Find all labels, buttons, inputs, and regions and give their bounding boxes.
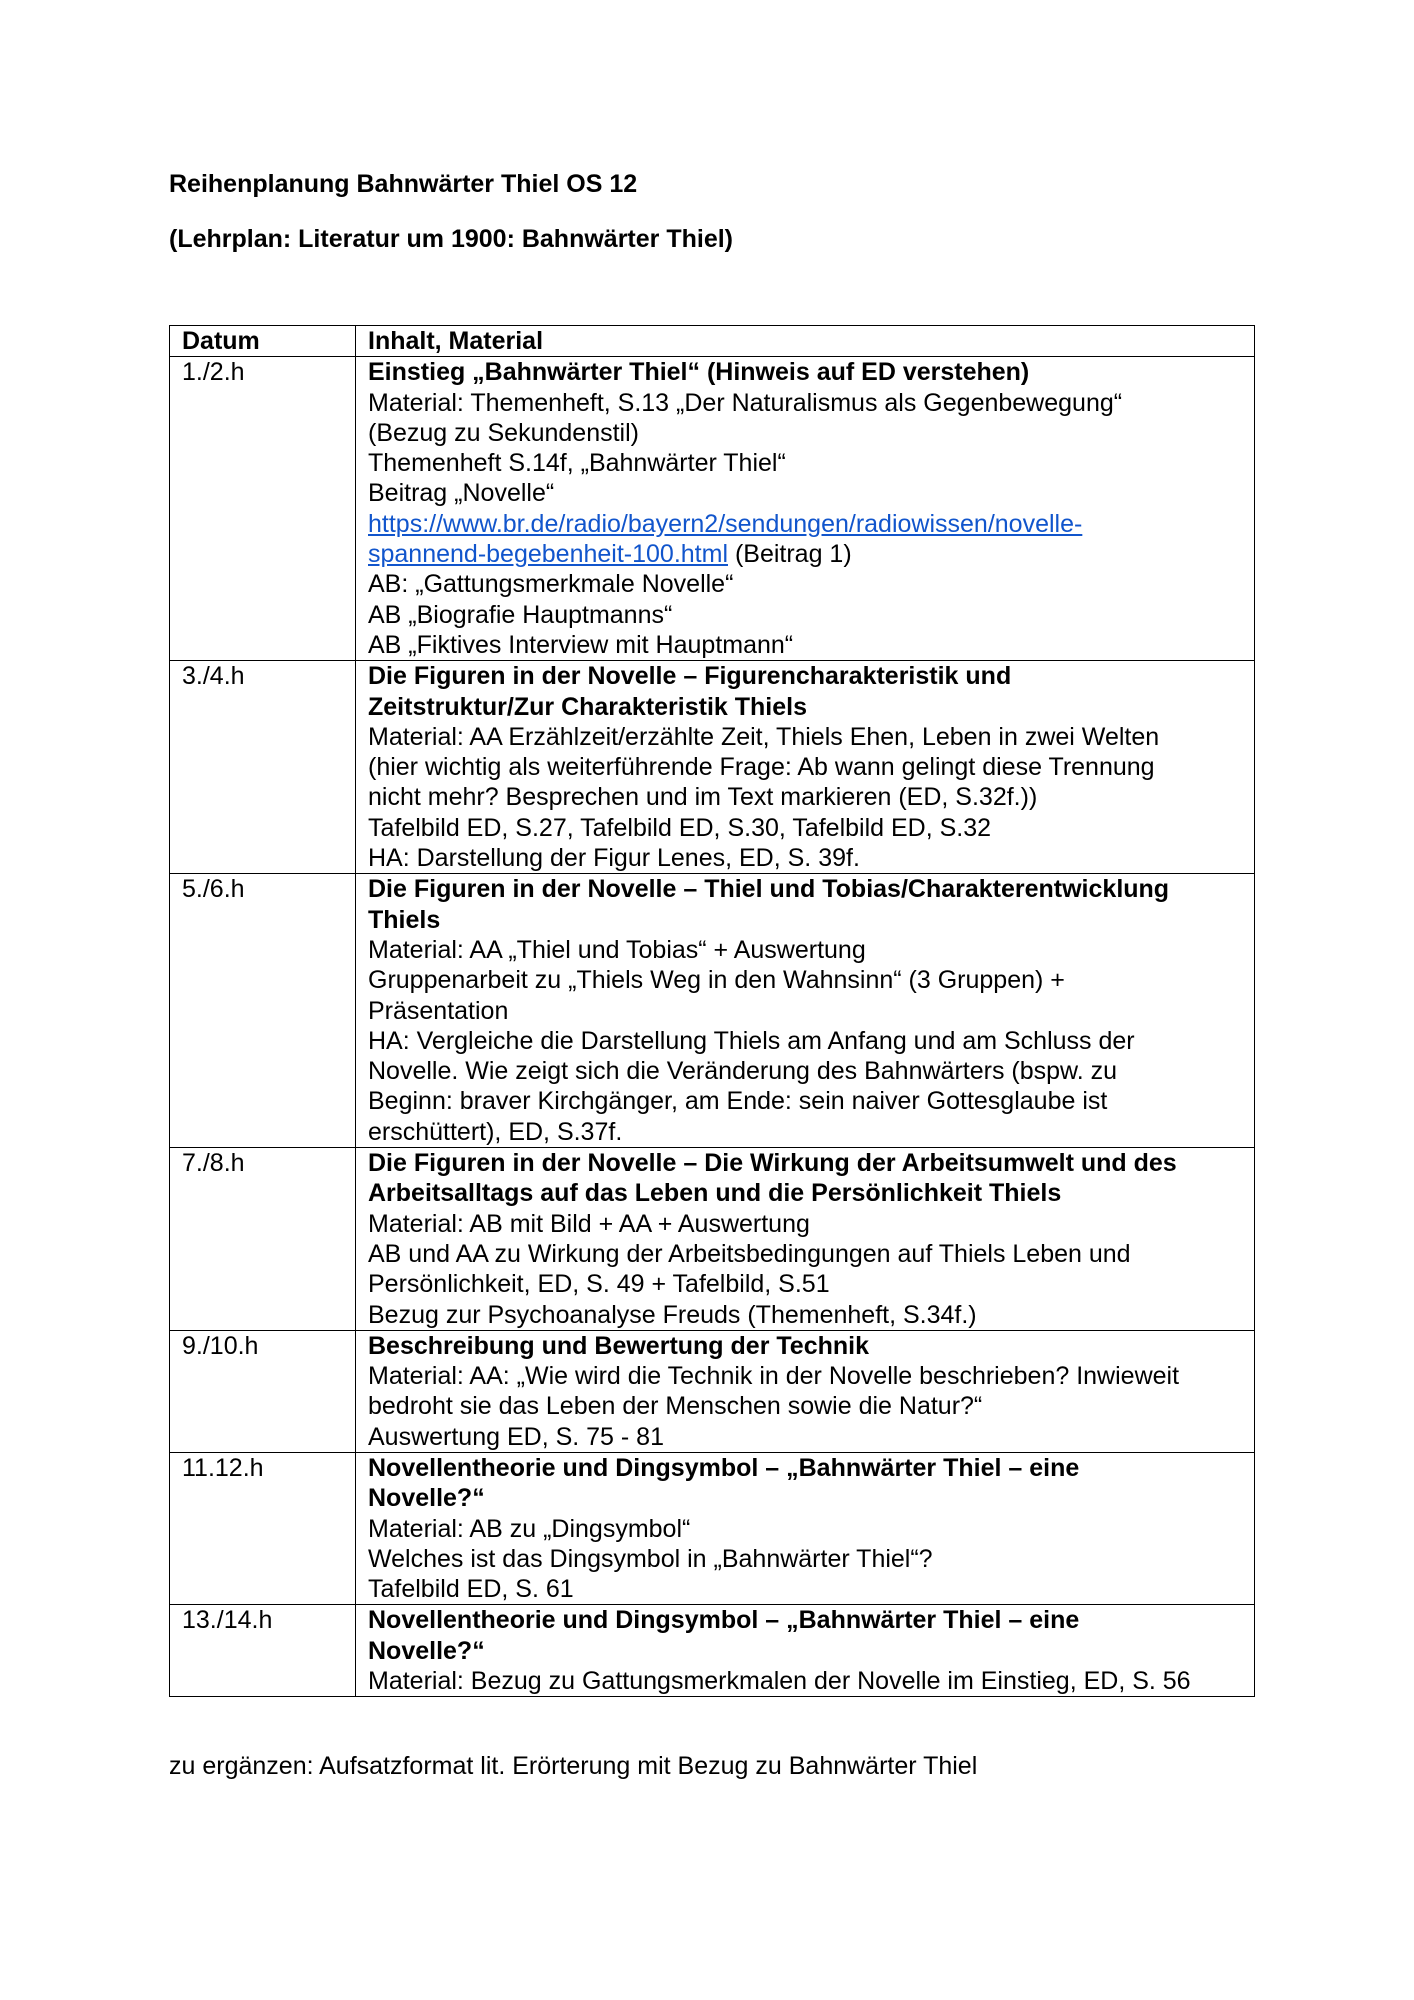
content-line: Welches ist das Dingsymbol in „Bahnwärter Thiel“? <box>368 1544 933 1573</box>
content-line: Novelle. Wie zeigt sich die Veränderung des Bahnwärters (bspw. zu <box>368 1057 1117 1086</box>
row-topic: Novellentheorie und Dingsymbol – „Bahnwärter Thiel – eine <box>368 1453 1080 1482</box>
row-topic: Die Figuren in der Novelle – Figurencharakteristik und <box>368 662 1012 691</box>
row-content <box>356 357 1255 661</box>
content-line: Material: Themenheft, S.13 „Der Naturalismus als Gegenbewegung“ <box>368 388 1123 417</box>
content-line: Persönlichkeit, ED, S. 49 + Tafelbild, S.51 <box>368 1270 830 1299</box>
content-line: Bezug zur Psychoanalyse Freuds (Themenheft, S.34f.) <box>368 1300 977 1329</box>
document-title: Reihenplanung Bahnwärter Thiel OS 12 <box>169 170 638 198</box>
content-line <box>368 539 1254 569</box>
content-line: bedroht sie das Leben der Menschen sowie die Natur?“ <box>368 1392 983 1421</box>
content-line: AB: „Gattungsmerkmale Novelle“ <box>368 570 734 599</box>
content-line: Material: Bezug zu Gattungsmerkmalen der Novelle im Einstieg, ED, S. 56 <box>368 1667 1191 1696</box>
radiowissen-link-part-1[interactable]: https://www.br.de/radio/bayern2/sendungen/radiowissen/novelle- <box>368 509 1083 538</box>
row-topic: Novellentheorie und Dingsymbol – „Bahnwärter Thiel – eine <box>368 1606 1080 1635</box>
link-suffix: (Beitrag 1) <box>728 540 852 569</box>
row-topic: Die Figuren in der Novelle – Die Wirkung der Arbeitsumwelt und des <box>368 1149 1177 1178</box>
header-inhalt-material: Inhalt, Material <box>356 326 1255 357</box>
table-row <box>170 874 1255 1148</box>
content-line: Material: AB zu „Dingsymbol“ <box>368 1514 691 1543</box>
content-line: nicht mehr? Besprechen und im Text markieren (ED, S.32f.)) <box>368 783 1038 812</box>
table-row <box>170 1148 1255 1331</box>
row-topic: Die Figuren in der Novelle – Thiel und Tobias/Charakterentwicklung <box>368 875 1170 904</box>
row-content <box>356 1148 1255 1331</box>
table-row <box>170 661 1255 874</box>
table-row <box>170 1452 1255 1604</box>
table-row <box>170 1330 1255 1452</box>
row-topic: Novelle?“ <box>368 1636 485 1665</box>
row-content <box>356 1452 1255 1604</box>
content-line: Material: AA: „Wie wird die Technik in der Novelle beschrieben? Inwieweit <box>368 1362 1180 1391</box>
content-line: Material: AA Erzählzeit/erzählte Zeit, Thiels Ehen, Leben in zwei Welten <box>368 722 1160 751</box>
content-line: HA: Vergleiche die Darstellung Thiels am Anfang und am Schluss der <box>368 1026 1135 1055</box>
content-line: Tafelbild ED, S.27, Tafelbild ED, S.30, Tafelbild ED, S.32 <box>368 813 992 842</box>
row-content <box>356 874 1255 1148</box>
content-line: Tafelbild ED, S. 61 <box>368 1575 574 1604</box>
row-date: 9./10.h <box>170 1330 356 1452</box>
content-line: Beginn: braver Kirchgänger, am Ende: sein naiver Gottesglaube ist <box>368 1087 1108 1116</box>
content-line: AB und AA zu Wirkung der Arbeitsbedingungen auf Thiels Leben und <box>368 1239 1131 1268</box>
header-datum: Datum <box>170 326 356 357</box>
row-content <box>356 1605 1255 1697</box>
row-date: 7./8.h <box>170 1148 356 1331</box>
content-line: Themenheft S.14f, „Bahnwärter Thiel“ <box>368 449 786 478</box>
content-line: Auswertung ED, S. 75 - 81 <box>368 1422 664 1451</box>
content-line: Gruppenarbeit zu „Thiels Weg in den Wahnsinn“ (3 Gruppen) + <box>368 966 1065 995</box>
content-line: erschüttert), ED, S.37f. <box>368 1117 623 1146</box>
row-topic: Arbeitsalltags auf das Leben und die Persönlichkeit Thiels <box>368 1179 1062 1208</box>
row-date: 1./2.h <box>170 357 356 661</box>
row-topic: Novelle?“ <box>368 1484 485 1513</box>
content-line: Material: AB mit Bild + AA + Auswertung <box>368 1209 810 1238</box>
row-date: 5./6.h <box>170 874 356 1148</box>
content-line: AB „Fiktives Interview mit Hauptmann“ <box>368 630 794 659</box>
row-topic: Zeitstruktur/Zur Charakteristik Thiels <box>368 692 808 721</box>
row-date: 3./4.h <box>170 661 356 874</box>
table-header-row <box>170 326 1255 357</box>
lesson-plan-table <box>169 325 1255 1697</box>
content-line: AB „Biografie Hauptmanns“ <box>368 600 673 629</box>
table-row <box>170 1605 1255 1697</box>
content-line: Material: AA „Thiel und Tobias“ + Auswertung <box>368 935 866 964</box>
content-line: HA: Darstellung der Figur Lenes, ED, S. 39f. <box>368 844 860 873</box>
table-row <box>170 357 1255 661</box>
row-date: 11.12.h <box>170 1452 356 1604</box>
row-content <box>356 661 1255 874</box>
row-topic: Einstieg „Bahnwärter Thiel“ (Hinweis auf ED verstehen) <box>368 358 1030 387</box>
document-subtitle: (Lehrplan: Literatur um 1900: Bahnwärter Thiel) <box>169 225 733 253</box>
content-line: (hier wichtig als weiterführende Frage: Ab wann gelingt diese Trennung <box>368 753 1155 782</box>
radiowissen-link-part-2[interactable]: spannend-begebenheit-100.html <box>368 540 728 569</box>
row-topic: Thiels <box>368 905 441 934</box>
row-date: 13./14.h <box>170 1605 356 1697</box>
content-line: (Bezug zu Sekundenstil) <box>368 418 639 447</box>
row-content <box>356 1330 1255 1452</box>
footer-note: zu ergänzen: Aufsatzformat lit. Erörterung mit Bezug zu Bahnwärter Thiel <box>169 1752 978 1780</box>
row-topic: Beschreibung und Bewertung der Technik <box>368 1331 869 1360</box>
content-line: Beitrag „Novelle“ <box>368 479 555 508</box>
content-line: Präsentation <box>368 996 509 1025</box>
